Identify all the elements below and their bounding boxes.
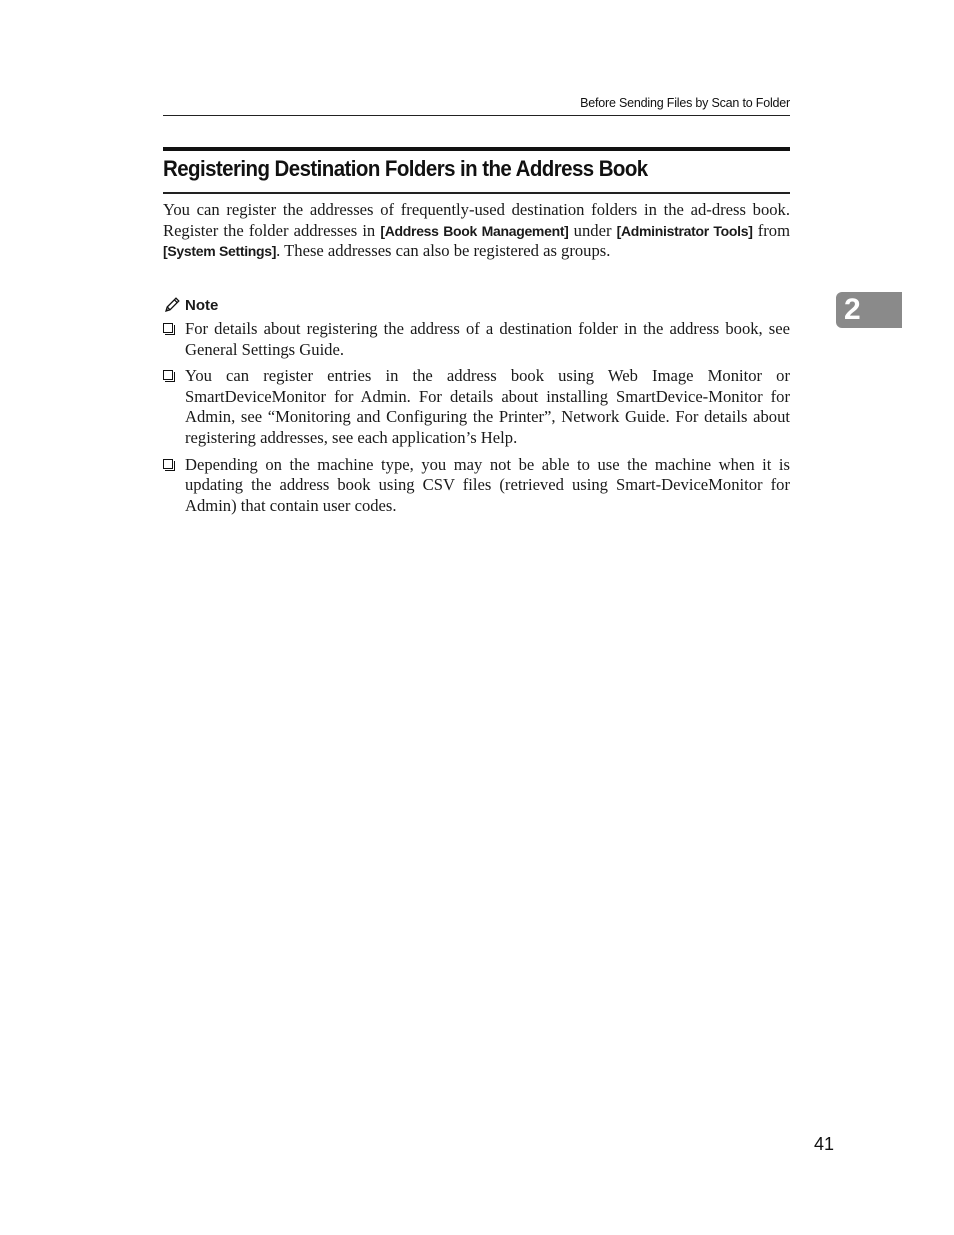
note-item [163,319,790,360]
running-header: Before Sending Files by Scan to Folder [580,96,790,110]
administrator-tools-key: [Administrator Tools] [616,222,753,239]
header-rule [163,115,790,116]
note-heading [163,296,218,314]
note-item-text: You can register entries in the address book using Web Image Monitor or SmartDeviceMonitor for Admin. For details about installing SmartDevice-Monitor for Admin, see “Monitoring and Configuring the Printer”, Network Guide. For details about registering addresses, see each application’s Help. [185,366,790,447]
checkbox-bullet-icon [163,323,173,333]
note-item [163,455,790,517]
section-title: Registering Destination Folders in the Address Book [163,156,648,181]
chapter-number: 2 [844,293,861,326]
intro-text-1: You can register the addresses of frequently-used destination folders in the ad-dress book. Register the folder addresses in [163,200,790,240]
checkbox-bullet-icon [163,370,173,380]
intro-text-4: . These addresses can also be registered as groups. [276,241,611,261]
checkbox-bullet-icon [163,459,173,469]
intro-text-2: under [568,220,617,240]
page-number: 41 [813,1134,834,1154]
note-item [163,366,790,448]
address-book-management-key: [Address Book Management] [380,222,569,239]
note-label: Note [185,296,219,314]
intro-paragraph [163,200,790,262]
section-heading-rule [163,192,790,194]
note-item-text: Depending on the machine type, you may not be able to use the machine when it is updating the address book using CSV files (retrieved using Smart-DeviceMonitor for Admin) that contain user codes. [185,454,790,515]
pencil-icon [163,296,181,314]
section-heading-bar [163,147,790,151]
intro-text-3: from [752,220,790,240]
chapter-tab [836,292,902,328]
note-list [163,319,790,522]
system-settings-key: [System Settings] [163,243,277,260]
note-item-text: For details about registering the address of a destination folder in the address book, see General Settings Guide. [185,319,790,359]
